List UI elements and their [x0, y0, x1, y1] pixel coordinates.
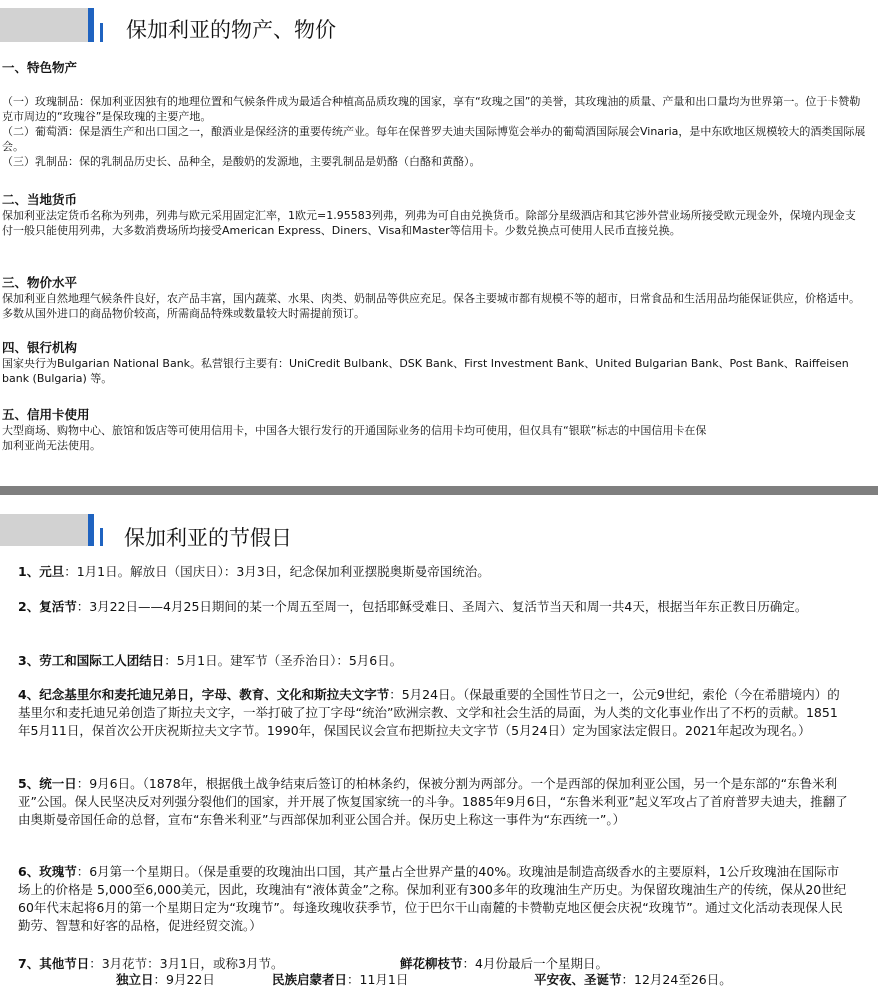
header-blue-accent	[100, 528, 103, 546]
holiday-1	[18, 563, 848, 581]
holiday-christmas	[534, 970, 732, 988]
header-blue-bar	[88, 8, 94, 42]
holiday-5-text: ：9月6日。（1878年，根据俄土战争结束后签订的柏林条约，保被分割为两部分。一个是西部的保加利亚公国，另一个是东部的“东鲁米利亚”公国。保人民坚决反对列强分裂他们的国家，并开展了恢复国家统一的斗争。1885年9月6日，“东鲁米利亚”起义军攻占了首府普罗夫迪夫，推翻了由奥斯曼帝国任命的总督，宣布“东鲁米利亚”与西部保加利亚公国合并。保历史上称这一事件为“东西统一”。）	[18, 776, 848, 827]
holiday-willow-label: 鲜花柳枝节	[400, 956, 463, 971]
section-header	[0, 498, 878, 548]
product-rose: （一）玫瑰制品：保加利亚因独有的地理位置和气候条件成为最适合种植高品质玫瑰的国家，享有“玫瑰之国”的美誉，其玫瑰油的质量、产量和出口量均为世界第一。位于卡赞勒克市周边的“玫瑰谷”是保玫瑰的主要产地。	[2, 95, 861, 123]
holiday-christmas-label: 平安夜、圣诞节	[534, 972, 622, 987]
holiday-5	[18, 775, 848, 829]
holiday-2-text: ：3月22日——4月25日期间的某一个周五至周一，包括耶稣受难日、圣周六、复活节当天和周一共4天，根据当年东正教日历确定。	[76, 599, 808, 614]
prices-text: 保加利亚自然地理气候条件良好，农产品丰富，国内蔬菜、水果、肉类、奶制品等供应充足。保各主要城市都有规模不等的超市，日常食品和生活用品均能保证供应，价格适中。多数从国外进口的商品物价较高，所需商品特殊或数量较大时需提前预订。	[2, 292, 860, 320]
holiday-christmas-text: ：12月24至26日。	[621, 972, 732, 987]
holiday-3-text: ：5月1日。建军节（圣乔治日）：5月6日。	[164, 653, 403, 668]
currency-text: 保加利亚法定货币名称为列弗，列弗与欧元采用固定汇率，1欧元=1.95583列弗，列弗为可自由兑换货币。除部分星级酒店和其它涉外营业场所接受欧元现金外，保境内现金支付一般只能使用列弗，大多数消费场所均接受American Express、Diners、Visa和Master等信用卡。少数兑换点可使用人民币直接兑换。	[2, 209, 856, 237]
holiday-2-label: 2、复活节	[18, 599, 77, 614]
holiday-enlighteners-text: ：11月1日	[347, 972, 409, 987]
products-text	[2, 94, 866, 169]
holiday-2	[18, 598, 848, 616]
holiday-4-label: 4、纪念基里尔和麦托迪兄弟日，字母、教育、文化和斯拉夫文字节	[18, 687, 390, 702]
holiday-1-label: 1、元旦	[18, 564, 65, 579]
holiday-3	[18, 652, 848, 670]
heading-currency: 二、当地货币	[2, 192, 78, 207]
holiday-7-text: ：3月花节：3月1日，或称3月节。	[89, 956, 284, 971]
holiday-4	[18, 686, 848, 740]
holiday-independence-text: ：9月22日	[153, 972, 215, 987]
holiday-willow-text: ：4月份最后一个星期日。	[462, 956, 608, 971]
holiday-6	[18, 863, 848, 935]
cards-line-1: 大型商场、购物中心、旅馆和饭店等可使用信用卡，中国各大银行发行的开通国际业务的信用卡均可使用，但仅具有“银联”标志的中国信用卡在保	[2, 424, 707, 437]
holiday-enlighteners	[272, 970, 408, 988]
header-blue-bar	[88, 514, 94, 546]
holiday-enlighteners-label: 民族启蒙者日	[272, 972, 348, 987]
holiday-independence-label: 独立日	[116, 972, 154, 987]
page-title: 保加利亚的物产、物价	[126, 18, 336, 42]
heading-banks: 四、银行机构	[2, 340, 78, 355]
holiday-7-label: 7、其他节日	[18, 956, 90, 971]
heading-cards: 五、信用卡使用	[2, 407, 90, 422]
page-holidays	[0, 498, 878, 992]
holiday-6-label: 6、玫瑰节	[18, 864, 77, 879]
heading-prices: 三、物价水平	[2, 275, 78, 290]
cards-line-2: 加利亚尚无法使用。	[2, 439, 101, 452]
section-header	[0, 0, 878, 50]
banks-text: 国家央行为Bulgarian National Bank。私营银行主要有：UniCredit Bulbank、DSK Bank、First Investment Bank、United Bulgarian Bank、Post Bank、Raiffeisen bank (Bulgaria) 等。	[2, 357, 849, 385]
holiday-4-text: ：5月24日。（保最重要的全国性节日之一，公元9世纪，索伦（今在希腊境内）的基里尔和麦托迪兄弟创造了斯拉夫文字，一举打破了拉丁字母“统治”欧洲宗教、文学和社会生活的局面，为人类的文化事业作出了不朽的贡献。1851年5月11日，保首次公开庆祝斯拉夫文字节。1990年，保国民议会宣布把斯拉夫文字节（5月24日）定为国家法定假日。2021年起改为现名。）	[18, 687, 840, 738]
heading-products: 一、特色物产	[2, 60, 78, 75]
cards-text	[2, 423, 866, 453]
page-products-prices	[0, 0, 878, 482]
holiday-independence	[116, 970, 215, 988]
header-grey-bar	[0, 514, 88, 546]
holiday-3-label: 3、劳工和国际工人团结日	[18, 653, 165, 668]
page-title: 保加利亚的节假日	[124, 526, 292, 550]
product-wine: （二）葡萄酒：保是酒生产和出口国之一，酿酒业是保经济的重要传统产业。每年在保普罗夫迪夫国际博览会举办的葡萄酒国际展会Vinaria，是中东欧地区规模较大的酒类国际展会。	[2, 125, 866, 153]
page-divider	[0, 486, 878, 495]
holiday-6-text: ：6月第一个星期日。（保是重要的玫瑰油出口国，其产量占全世界产量的40%。玫瑰油是制造高级香水的主要原料，1公斤玫瑰油在国际市场上的价格是 5,000至6,000美元，因此，玫瑰油有“液体黄金”之称。保加利亚有300多年的玫瑰油生产历史。为保留玫瑰油生产的传统，保从20世纪60年代末起将6月的第一个星期日定为“玫瑰节”。每逢玫瑰收获季节，位于巴尔干山南麓的卡赞勒克地区便会庆祝“玫瑰节”。通过文化活动表现保人民勤劳、智慧和好客的品格，促进经贸交流。）	[18, 864, 847, 933]
product-dairy: （三）乳制品：保的乳制品历史长、品种全，是酸奶的发源地，主要乳制品是奶酪（白酪和黄酪）。	[2, 155, 481, 168]
header-grey-bar	[0, 8, 88, 42]
header-blue-accent	[100, 23, 103, 42]
holiday-5-label: 5、统一日	[18, 776, 77, 791]
holiday-1-text: ：1月1日。解放日（国庆日）：3月3日，纪念保加利亚摆脱奥斯曼帝国统治。	[64, 564, 490, 579]
